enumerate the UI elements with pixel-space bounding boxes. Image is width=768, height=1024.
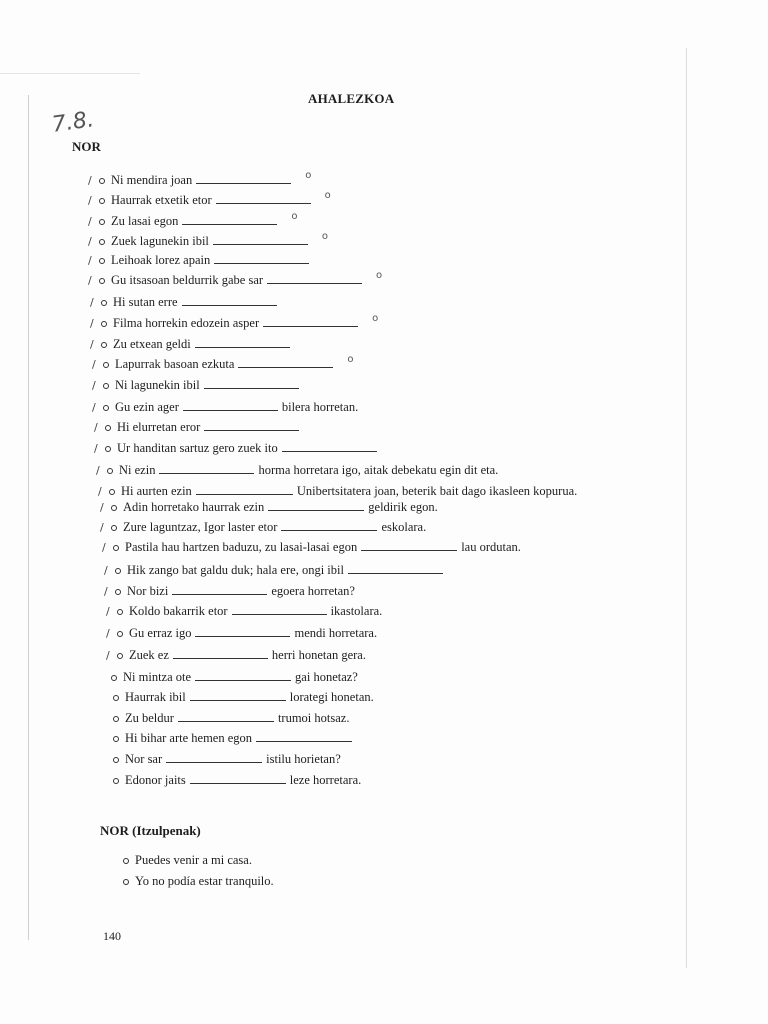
check-tick-icon: / — [88, 274, 92, 287]
bullet-icon — [117, 653, 123, 659]
exercise-item — [106, 648, 366, 663]
exercise-item — [100, 500, 438, 515]
check-tick-icon: / — [106, 649, 110, 662]
exercise-item — [110, 711, 349, 726]
bullet-icon — [115, 568, 121, 574]
check-tick-icon: / — [100, 501, 104, 514]
fill-in-blank[interactable] — [204, 387, 299, 389]
fill-in-blank[interactable] — [195, 346, 290, 348]
bullet-icon — [99, 198, 105, 204]
fill-in-blank[interactable] — [348, 572, 443, 574]
exercise-text: Hi aurten ezin — [121, 484, 192, 498]
exercise-text-after: mendi horretara. — [294, 626, 378, 640]
exercise-text: Haurrak etxetik etor — [111, 193, 212, 207]
exercise-item — [88, 190, 331, 208]
check-tick-icon: / — [94, 442, 98, 455]
exercise-text: Zu etxean geldi — [113, 337, 191, 351]
handwritten-mark: o — [347, 354, 354, 365]
check-tick-icon: / — [88, 215, 92, 228]
exercise-item — [92, 354, 354, 372]
exercise-text-after: geldirik egon. — [368, 500, 438, 514]
exercise-text-after: leze horretara. — [289, 773, 362, 787]
exercise-item — [110, 773, 361, 788]
exercise-text: Ur handitan sartuz gero zuek ito — [117, 441, 278, 455]
exercise-item — [88, 270, 383, 288]
bullet-icon — [111, 525, 117, 531]
check-tick-icon: / — [106, 605, 110, 618]
translation-section-title: NOR (Itzulpenak) — [100, 823, 201, 838]
bullet-icon — [115, 589, 121, 595]
translation-text: Yo no podía estar tranquilo. — [135, 874, 274, 888]
exercise-text: Hik zango bat galdu duk; hala ere, ongi ibil — [127, 563, 344, 577]
scan-edge-left — [28, 95, 29, 940]
handwritten-mark: o — [291, 211, 298, 222]
check-tick-icon: / — [94, 421, 98, 434]
check-tick-icon: / — [96, 464, 100, 477]
translation-text: Puedes venir a mi casa. — [135, 853, 252, 867]
exercise-text: Leihoak lorez apain — [111, 253, 211, 267]
exercise-text: Zu beldur — [125, 711, 174, 725]
fill-in-blank[interactable] — [159, 472, 254, 474]
bullet-icon — [117, 631, 123, 637]
exercise-text-after: lorategi honetan. — [289, 690, 374, 704]
exercise-item — [110, 752, 341, 767]
exercise-item — [90, 313, 379, 331]
fill-in-blank[interactable] — [183, 409, 278, 411]
bullet-icon — [103, 383, 109, 389]
check-tick-icon: / — [92, 401, 96, 414]
exercise-item — [92, 400, 358, 415]
exercise-text-after: gai honetaz? — [295, 670, 358, 684]
handwritten-exercise-number: 7.8. — [50, 107, 96, 138]
exercise-item — [90, 337, 294, 352]
fill-in-blank[interactable] — [172, 593, 267, 595]
exercise-text: Zuek ez — [129, 648, 169, 662]
exercise-text: Ni ezin — [119, 463, 156, 477]
check-tick-icon: / — [90, 338, 94, 351]
exercise-item — [108, 670, 358, 685]
fill-in-blank[interactable] — [173, 657, 268, 659]
exercise-item — [104, 563, 447, 578]
fill-in-blank[interactable] — [216, 202, 311, 204]
bullet-icon — [99, 178, 105, 184]
check-tick-icon: / — [102, 541, 106, 554]
check-tick-icon: / — [90, 296, 94, 309]
scan-edge-top — [0, 73, 140, 74]
handwritten-mark: o — [321, 231, 329, 242]
exercise-text: Nor bizi — [127, 584, 169, 598]
bullet-icon — [99, 258, 105, 264]
exercise-text-after: Unibertsitatera joan, beterik bait dago ikasleen kopurua. — [296, 484, 578, 498]
exercise-item — [88, 211, 298, 229]
exercise-text: Pastila hau hartzen baduzu, zu lasai-lasai egon — [125, 540, 358, 554]
check-tick-icon: / — [88, 254, 92, 267]
handwritten-mark: o — [376, 270, 383, 281]
bullet-icon — [109, 489, 115, 495]
exercise-text: Filma horrekin edozein asper — [113, 316, 260, 330]
translation-item — [120, 874, 274, 889]
exercise-item — [100, 520, 426, 535]
check-tick-icon: / — [88, 235, 92, 248]
section-title: NOR — [72, 139, 101, 154]
exercise-text: Ni mintza ote — [123, 670, 192, 684]
fill-in-blank[interactable] — [263, 325, 358, 327]
scan-edge-right — [686, 48, 687, 968]
exercise-text: Edonor jaits — [125, 773, 186, 787]
exercise-item — [94, 420, 303, 435]
exercise-text-after: egoera horretan? — [271, 584, 355, 598]
exercise-text-after: herri honetan gera. — [271, 648, 366, 662]
check-tick-icon: / — [104, 585, 108, 598]
fill-in-blank[interactable] — [361, 549, 457, 551]
fill-in-blank[interactable] — [282, 450, 377, 452]
exercise-text: Ni lagunekin ibil — [115, 378, 200, 392]
check-tick-icon: / — [88, 194, 92, 207]
handwritten-mark: o — [305, 170, 312, 181]
translation-item — [120, 853, 252, 868]
exercise-text: Gu itsasoan beldurrik gabe sar — [111, 273, 264, 287]
bullet-icon — [113, 716, 119, 722]
bullet-icon — [113, 778, 119, 784]
bullet-icon — [99, 219, 105, 225]
fill-in-blank[interactable] — [214, 262, 309, 264]
handwritten-mark: o — [372, 313, 379, 324]
exercise-text-after: ikastolara. — [330, 604, 383, 618]
fill-in-blank[interactable] — [268, 509, 364, 511]
exercise-text: Lapurrak basoan ezkuta — [115, 357, 235, 371]
bullet-icon — [103, 362, 109, 368]
handwritten-mark: o — [324, 190, 331, 201]
fill-in-blank[interactable] — [166, 761, 262, 763]
check-tick-icon: / — [88, 174, 92, 187]
fill-in-blank[interactable] — [204, 429, 299, 431]
exercise-text: Ni mendira joan — [111, 173, 193, 187]
fill-in-blank[interactable] — [190, 782, 286, 784]
exercise-text: Koldo bakarrik etor — [129, 604, 228, 618]
fill-in-blank[interactable] — [182, 223, 277, 225]
bullet-icon — [113, 695, 119, 701]
fill-in-blank[interactable] — [281, 529, 377, 531]
exercise-item — [106, 604, 382, 619]
bullet-icon — [111, 675, 117, 681]
exercise-text: Haurrak ibil — [125, 690, 186, 704]
exercise-text-after: trumoi hotsaz. — [277, 711, 350, 725]
exercise-item — [104, 584, 355, 599]
bullet-icon — [105, 425, 111, 431]
exercise-item — [98, 484, 577, 499]
fill-in-blank[interactable] — [190, 699, 286, 701]
exercise-text: Zure laguntzaz, Igor laster etor — [123, 520, 278, 534]
bullet-icon — [123, 858, 129, 864]
exercise-text: Hi bihar arte hemen egon — [125, 731, 253, 745]
bullet-icon — [113, 545, 119, 551]
exercise-text: Nor sar — [125, 752, 163, 766]
fill-in-blank[interactable] — [195, 679, 291, 681]
exercise-item — [92, 378, 303, 393]
bullet-icon — [117, 609, 123, 615]
bullet-icon — [101, 321, 107, 327]
check-tick-icon: / — [100, 521, 104, 534]
exercise-text: Adin horretako haurrak ezin — [123, 500, 265, 514]
exercise-text: Zu lasai egon — [111, 214, 179, 228]
exercise-text: Hi elurretan eror — [117, 420, 201, 434]
fill-in-blank[interactable] — [213, 243, 308, 245]
fill-in-blank[interactable] — [182, 304, 277, 306]
exercise-item — [94, 441, 381, 456]
exercise-item — [102, 540, 521, 555]
exercise-item — [96, 463, 498, 478]
page-title: AHALEZKOA — [308, 91, 395, 106]
exercise-text-after: horma horretara igo, aitak debekatu egin dit eta. — [258, 463, 499, 477]
exercise-item — [88, 253, 313, 268]
bullet-icon — [99, 239, 105, 245]
fill-in-blank[interactable] — [256, 740, 352, 742]
fill-in-blank[interactable] — [195, 635, 290, 637]
fill-in-blank[interactable] — [267, 282, 362, 284]
exercise-item — [88, 231, 329, 249]
exercise-text: Gu ezin ager — [115, 400, 179, 414]
exercise-item — [110, 731, 356, 746]
exercise-item — [106, 626, 377, 641]
bullet-icon — [101, 342, 107, 348]
check-tick-icon: / — [92, 379, 96, 392]
exercise-text: Gu erraz igo — [129, 626, 192, 640]
bullet-icon — [103, 405, 109, 411]
check-tick-icon: / — [106, 627, 110, 640]
fill-in-blank[interactable] — [232, 613, 327, 615]
exercise-item — [90, 295, 281, 310]
exercise-text-after: bilera horretan. — [281, 400, 359, 414]
bullet-icon — [113, 736, 119, 742]
fill-in-blank[interactable] — [196, 182, 291, 184]
check-tick-icon: / — [92, 358, 96, 371]
page-number: 140 — [103, 929, 121, 943]
fill-in-blank[interactable] — [196, 493, 293, 495]
bullet-icon — [113, 757, 119, 763]
exercise-text: Zuek lagunekin ibil — [111, 234, 209, 248]
bullet-icon — [123, 879, 129, 885]
bullet-icon — [101, 300, 107, 306]
check-tick-icon: / — [90, 317, 94, 330]
bullet-icon — [111, 505, 117, 511]
exercise-text: Hi sutan erre — [113, 295, 178, 309]
fill-in-blank[interactable] — [178, 720, 274, 722]
exercise-text-after: lau ordutan. — [461, 540, 521, 554]
exercise-item — [110, 690, 374, 705]
check-tick-icon: / — [104, 564, 108, 577]
exercise-text-after: istilu horietan? — [266, 752, 341, 766]
check-tick-icon: / — [98, 485, 102, 498]
bullet-icon — [105, 446, 111, 452]
exercise-text-after: eskolara. — [381, 520, 427, 534]
fill-in-blank[interactable] — [238, 366, 333, 368]
bullet-icon — [99, 278, 105, 284]
bullet-icon — [107, 468, 113, 474]
exercise-item — [88, 170, 312, 188]
